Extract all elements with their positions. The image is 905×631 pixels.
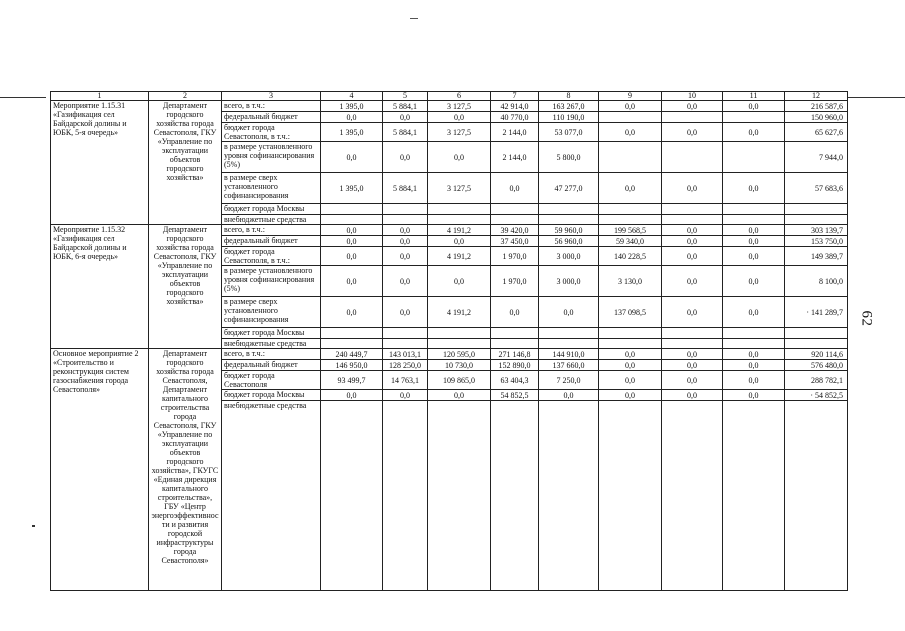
value-cell: 0,0 bbox=[428, 236, 491, 247]
value-cell: 0,0 bbox=[723, 390, 785, 401]
value-cell: 0,0 bbox=[428, 142, 491, 173]
value-cell: 0,0 bbox=[723, 266, 785, 297]
value-cell: 0,0 bbox=[723, 236, 785, 247]
funding-source-cell: внебюджетные средства bbox=[222, 401, 321, 591]
value-cell: 0,0 bbox=[599, 349, 662, 360]
funding-source-cell: федеральный бюджет bbox=[222, 360, 321, 371]
header-cell: 12 bbox=[785, 92, 848, 101]
value-cell: 163 267,0 bbox=[539, 101, 599, 112]
header-cell: 4 bbox=[321, 92, 383, 101]
header-cell: 6 bbox=[428, 92, 491, 101]
value-cell: 0,0 bbox=[723, 371, 785, 390]
value-cell: 920 114,6 bbox=[785, 349, 848, 360]
value-cell: 140 228,5 bbox=[599, 247, 662, 266]
value-cell bbox=[428, 215, 491, 225]
value-cell: 149 389,7 bbox=[785, 247, 848, 266]
funding-source-cell: в размере сверх установленного софинансирования bbox=[222, 173, 321, 204]
funding-source-cell: всего, в т.ч.: bbox=[222, 225, 321, 236]
value-cell: 240 449,7 bbox=[321, 349, 383, 360]
value-cell: 1 395,0 bbox=[321, 173, 383, 204]
value-cell: 144 910,0 bbox=[539, 349, 599, 360]
value-cell bbox=[321, 215, 383, 225]
value-cell bbox=[723, 204, 785, 215]
value-cell: 40 770,0 bbox=[491, 112, 539, 123]
header-cell: 9 bbox=[599, 92, 662, 101]
margin-dot bbox=[32, 525, 35, 527]
value-cell: 59 340,0 bbox=[599, 236, 662, 247]
value-cell: 3 127,5 bbox=[428, 173, 491, 204]
value-cell bbox=[785, 401, 848, 591]
value-cell bbox=[383, 401, 428, 591]
value-cell: 0,0 bbox=[491, 297, 539, 328]
funding-source-cell: внебюджетные средства bbox=[222, 339, 321, 349]
value-cell bbox=[428, 401, 491, 591]
value-cell bbox=[662, 328, 723, 339]
value-cell: 5 884,1 bbox=[383, 101, 428, 112]
value-cell: 7 250,0 bbox=[539, 371, 599, 390]
value-cell: 150 960,0 bbox=[785, 112, 848, 123]
value-cell: 0,0 bbox=[723, 225, 785, 236]
value-cell bbox=[491, 204, 539, 215]
funding-source-cell: бюджет города Москвы bbox=[222, 390, 321, 401]
value-cell: 109 865,0 bbox=[428, 371, 491, 390]
value-cell: 137 098,5 bbox=[599, 297, 662, 328]
value-cell bbox=[599, 339, 662, 349]
value-cell bbox=[662, 112, 723, 123]
value-cell: 0,0 bbox=[383, 266, 428, 297]
value-cell: 59 960,0 bbox=[539, 225, 599, 236]
value-cell: 10 730,0 bbox=[428, 360, 491, 371]
funding-source-cell: бюджет города Севастополя bbox=[222, 371, 321, 390]
value-cell: 39 420,0 bbox=[491, 225, 539, 236]
value-cell: 0,0 bbox=[428, 390, 491, 401]
value-cell bbox=[785, 328, 848, 339]
value-cell: 3 127,5 bbox=[428, 123, 491, 142]
value-cell: 0,0 bbox=[321, 390, 383, 401]
value-cell bbox=[321, 204, 383, 215]
value-cell bbox=[383, 204, 428, 215]
value-cell: 3 000,0 bbox=[539, 247, 599, 266]
value-cell: 47 277,0 bbox=[539, 173, 599, 204]
value-cell: 1 395,0 bbox=[321, 101, 383, 112]
value-cell: 0,0 bbox=[321, 266, 383, 297]
value-cell: 0,0 bbox=[723, 123, 785, 142]
header-row bbox=[51, 92, 848, 101]
value-cell bbox=[785, 339, 848, 349]
value-cell: 0,0 bbox=[662, 225, 723, 236]
value-cell: 1 970,0 bbox=[491, 266, 539, 297]
table-row bbox=[51, 349, 848, 360]
value-cell: 0,0 bbox=[321, 297, 383, 328]
header-cell: 10 bbox=[662, 92, 723, 101]
measure-cell: Основное мероприятие 2 «Строительство и реконструкция систем газоснабжения города Севастополя» bbox=[51, 349, 149, 591]
funding-source-cell: бюджет города Москвы bbox=[222, 328, 321, 339]
value-cell bbox=[662, 204, 723, 215]
value-cell bbox=[599, 204, 662, 215]
value-cell: 0,0 bbox=[723, 101, 785, 112]
value-cell: 576 480,0 bbox=[785, 360, 848, 371]
funding-source-cell: федеральный бюджет bbox=[222, 236, 321, 247]
value-cell: 3 127,5 bbox=[428, 101, 491, 112]
value-cell bbox=[723, 328, 785, 339]
value-cell: 4 191,2 bbox=[428, 225, 491, 236]
funding-source-cell: бюджет города Москвы bbox=[222, 204, 321, 215]
value-cell: 5 884,1 bbox=[383, 173, 428, 204]
value-cell: 0,0 bbox=[321, 142, 383, 173]
value-cell: 0,0 bbox=[662, 349, 723, 360]
value-cell: 0,0 bbox=[383, 142, 428, 173]
value-cell: · 54 852,5 bbox=[785, 390, 848, 401]
value-cell: 216 587,6 bbox=[785, 101, 848, 112]
value-cell: 0,0 bbox=[321, 247, 383, 266]
value-cell bbox=[491, 401, 539, 591]
value-cell: 288 782,1 bbox=[785, 371, 848, 390]
value-cell: 0,0 bbox=[662, 123, 723, 142]
value-cell: 93 499,7 bbox=[321, 371, 383, 390]
value-cell bbox=[491, 339, 539, 349]
table-row bbox=[51, 101, 848, 112]
value-cell: 7 944,0 bbox=[785, 142, 848, 173]
value-cell: 8 100,0 bbox=[785, 266, 848, 297]
header-cell: 3 bbox=[222, 92, 321, 101]
value-cell: 0,0 bbox=[662, 371, 723, 390]
value-cell bbox=[491, 215, 539, 225]
value-cell: 56 960,0 bbox=[539, 236, 599, 247]
header-cell: 1 bbox=[51, 92, 149, 101]
value-cell: 4 191,2 bbox=[428, 247, 491, 266]
value-cell: 110 190,0 bbox=[539, 112, 599, 123]
value-cell: 2 144,0 bbox=[491, 142, 539, 173]
header-cell: 8 bbox=[539, 92, 599, 101]
value-cell: 1 970,0 bbox=[491, 247, 539, 266]
value-cell: 0,0 bbox=[383, 297, 428, 328]
value-cell: · 141 289,7 bbox=[785, 297, 848, 328]
value-cell bbox=[321, 401, 383, 591]
table-row bbox=[51, 225, 848, 236]
value-cell: 303 139,7 bbox=[785, 225, 848, 236]
value-cell: 0,0 bbox=[383, 390, 428, 401]
measure-cell: Мероприятие 1.15.32 «Газификация сел Байдарской долины и ЮБК, 6-я очередь» bbox=[51, 225, 149, 349]
value-cell bbox=[723, 339, 785, 349]
value-cell bbox=[428, 339, 491, 349]
value-cell: 0,0 bbox=[662, 360, 723, 371]
value-cell: 0,0 bbox=[599, 173, 662, 204]
value-cell bbox=[599, 328, 662, 339]
value-cell: 0,0 bbox=[723, 349, 785, 360]
value-cell: 57 683,6 bbox=[785, 173, 848, 204]
header-cell: 7 bbox=[491, 92, 539, 101]
value-cell: 0,0 bbox=[539, 390, 599, 401]
value-cell bbox=[491, 328, 539, 339]
value-cell bbox=[539, 215, 599, 225]
value-cell bbox=[785, 215, 848, 225]
value-cell: 0,0 bbox=[723, 360, 785, 371]
value-cell: 0,0 bbox=[321, 225, 383, 236]
value-cell: 0,0 bbox=[662, 236, 723, 247]
value-cell: 0,0 bbox=[383, 247, 428, 266]
value-cell: 63 404,3 bbox=[491, 371, 539, 390]
value-cell: 0,0 bbox=[599, 390, 662, 401]
funding-source-cell: в размере установленного уровня софинансирования (5%) bbox=[222, 142, 321, 173]
value-cell: 0,0 bbox=[321, 112, 383, 123]
value-cell: 42 914,0 bbox=[491, 101, 539, 112]
budget-table bbox=[50, 91, 848, 591]
value-cell bbox=[428, 204, 491, 215]
measure-cell: Мероприятие 1.15.31 «Газификация сел Байдарской долины и ЮБК, 5-я очередь» bbox=[51, 101, 149, 225]
header-cell: 5 bbox=[383, 92, 428, 101]
value-cell: 199 568,5 bbox=[599, 225, 662, 236]
funding-source-cell: в размере сверх установленного софинансирования bbox=[222, 297, 321, 328]
value-cell bbox=[539, 328, 599, 339]
value-cell bbox=[383, 339, 428, 349]
value-cell: 0,0 bbox=[599, 371, 662, 390]
value-cell: 0,0 bbox=[723, 297, 785, 328]
value-cell bbox=[662, 215, 723, 225]
value-cell: 120 595,0 bbox=[428, 349, 491, 360]
value-cell: 0,0 bbox=[383, 225, 428, 236]
value-cell: 153 750,0 bbox=[785, 236, 848, 247]
value-cell: 152 890,0 bbox=[491, 360, 539, 371]
value-cell: 54 852,5 bbox=[491, 390, 539, 401]
value-cell: 0,0 bbox=[599, 101, 662, 112]
value-cell: 0,0 bbox=[383, 112, 428, 123]
value-cell: 271 146,8 bbox=[491, 349, 539, 360]
executor-cell: Департамент городского хозяйства города Севастополя, Департамент капитального строительства города Севастополя, ГКУ «Управление по эксплуатации объектов городского хозяйства», ГКУГС «Единая дирекция капитального строительства», ГБУ «Центр энергоэффективности и развития городской инфраструктуры города Севастополя» bbox=[149, 349, 222, 591]
value-cell: 1 395,0 bbox=[321, 123, 383, 142]
header-cell: 11 bbox=[723, 92, 785, 101]
value-cell bbox=[662, 401, 723, 591]
value-cell: 0,0 bbox=[491, 173, 539, 204]
value-cell bbox=[539, 204, 599, 215]
page-number: 62 bbox=[858, 310, 875, 327]
value-cell bbox=[723, 112, 785, 123]
value-cell: 0,0 bbox=[428, 266, 491, 297]
value-cell bbox=[383, 215, 428, 225]
value-cell bbox=[539, 339, 599, 349]
funding-source-cell: бюджет города Севастополя, в т.ч.: bbox=[222, 123, 321, 142]
value-cell: 0,0 bbox=[321, 236, 383, 247]
value-cell: 0,0 bbox=[599, 360, 662, 371]
funding-source-cell: всего, в т.ч.: bbox=[222, 349, 321, 360]
value-cell: 5 884,1 bbox=[383, 123, 428, 142]
value-cell bbox=[599, 215, 662, 225]
value-cell: 0,0 bbox=[662, 297, 723, 328]
value-cell bbox=[723, 142, 785, 173]
value-cell bbox=[723, 215, 785, 225]
value-cell: 0,0 bbox=[662, 173, 723, 204]
value-cell bbox=[599, 401, 662, 591]
value-cell: 0,0 bbox=[662, 390, 723, 401]
value-cell bbox=[599, 112, 662, 123]
header-cell: 2 bbox=[149, 92, 222, 101]
value-cell: 14 763,1 bbox=[383, 371, 428, 390]
value-cell bbox=[321, 339, 383, 349]
value-cell: 0,0 bbox=[662, 101, 723, 112]
value-cell: 0,0 bbox=[383, 236, 428, 247]
value-cell bbox=[662, 142, 723, 173]
value-cell bbox=[723, 401, 785, 591]
funding-source-cell: внебюджетные средства bbox=[222, 215, 321, 225]
value-cell: 146 950,0 bbox=[321, 360, 383, 371]
value-cell: 53 077,0 bbox=[539, 123, 599, 142]
funding-source-cell: в размере установленного уровня софинансирования (5%) bbox=[222, 266, 321, 297]
executor-cell: Департамент городского хозяйства города Севастополя, ГКУ «Управление по эксплуатации объектов городского хозяйства» bbox=[149, 101, 222, 225]
right-margin-rule bbox=[848, 97, 905, 98]
value-cell: 0,0 bbox=[662, 247, 723, 266]
funding-source-cell: федеральный бюджет bbox=[222, 112, 321, 123]
value-cell: 3 130,0 bbox=[599, 266, 662, 297]
value-cell bbox=[785, 204, 848, 215]
value-cell bbox=[662, 339, 723, 349]
value-cell bbox=[599, 142, 662, 173]
value-cell: 0,0 bbox=[723, 173, 785, 204]
value-cell: 0,0 bbox=[599, 123, 662, 142]
executor-cell: Департамент городского хозяйства города Севастополя, ГКУ «Управление по эксплуатации объектов городского хозяйства» bbox=[149, 225, 222, 349]
value-cell: 0,0 bbox=[539, 297, 599, 328]
value-cell bbox=[428, 328, 491, 339]
value-cell: 0,0 bbox=[662, 266, 723, 297]
value-cell: 3 000,0 bbox=[539, 266, 599, 297]
value-cell: 37 450,0 bbox=[491, 236, 539, 247]
value-cell bbox=[539, 401, 599, 591]
value-cell: 65 627,6 bbox=[785, 123, 848, 142]
value-cell bbox=[321, 328, 383, 339]
value-cell: 0,0 bbox=[428, 112, 491, 123]
value-cell: 143 013,1 bbox=[383, 349, 428, 360]
value-cell bbox=[383, 328, 428, 339]
value-cell: 4 191,2 bbox=[428, 297, 491, 328]
value-cell: 128 250,0 bbox=[383, 360, 428, 371]
value-cell: 5 800,0 bbox=[539, 142, 599, 173]
left-margin-rule bbox=[0, 97, 46, 98]
value-cell: 137 660,0 bbox=[539, 360, 599, 371]
value-cell: 0,0 bbox=[723, 247, 785, 266]
value-cell: 2 144,0 bbox=[491, 123, 539, 142]
top-page-mark bbox=[410, 18, 418, 19]
funding-source-cell: всего, в т.ч.: bbox=[222, 101, 321, 112]
funding-source-cell: бюджет города Севастополя, в т.ч.: bbox=[222, 247, 321, 266]
